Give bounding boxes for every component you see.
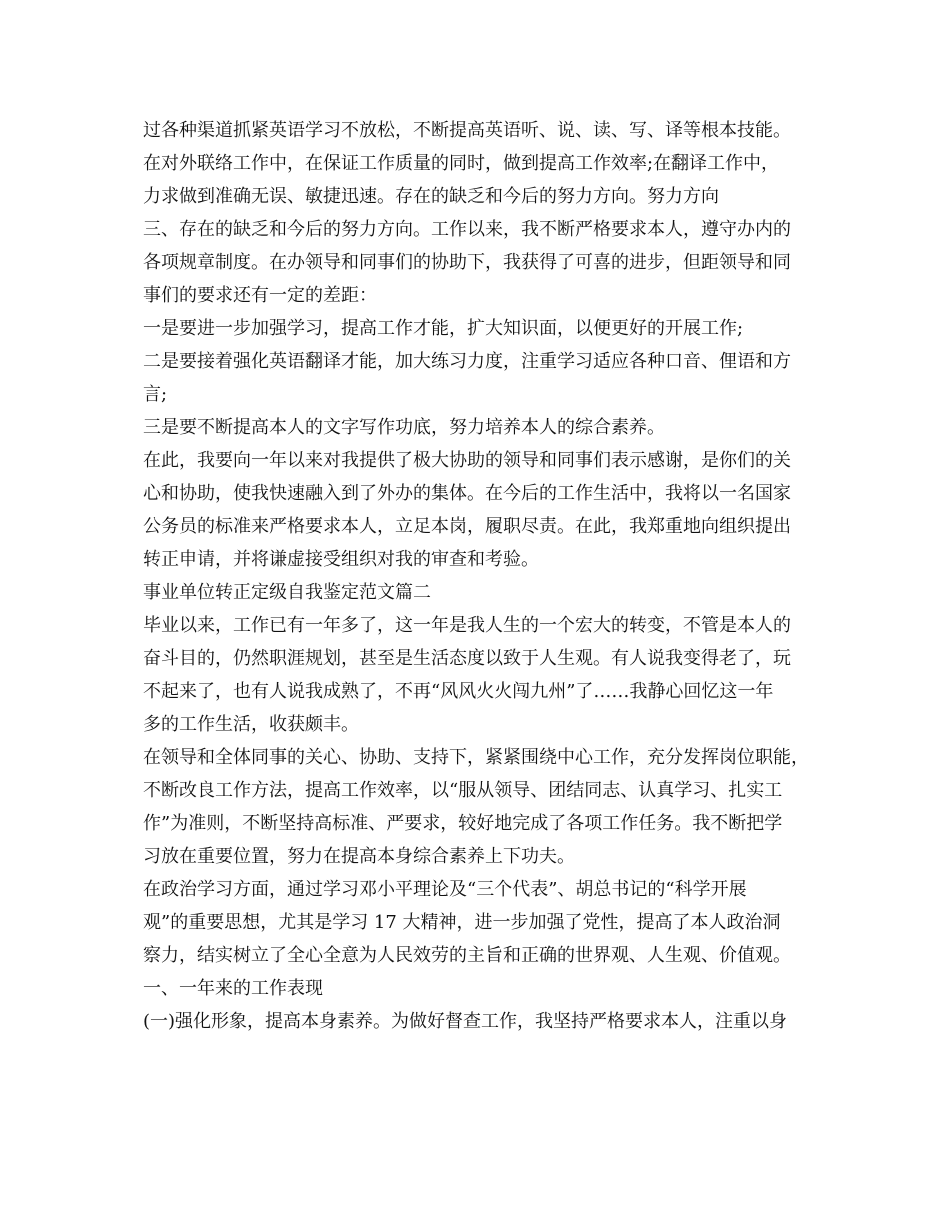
text-line: 二是要接着强化英语翻译才能，加大练习力度，注重学习适应各种口音、俚语和方 — [143, 351, 791, 372]
text-line: 转正申请，并将谦虚接受组织对我的审查和考验。 — [143, 549, 539, 570]
text-line: 在对外联络工作中，在保证工作质量的同时，做到提高工作效率;在翻译工作中， — [143, 153, 780, 174]
text-line: 力求做到准确无误、敏捷迅速。存在的缺乏和今后的努力方向。努力方向 — [143, 186, 719, 207]
text-line: 三、存在的缺乏和今后的努力方向。工作以来，我不断严格要求本人，遵守办内的 — [143, 219, 791, 240]
text-line: 心和协助，使我快速融入到了外办的集体。在今后的工作生活中，我将以一名国家 — [143, 483, 791, 504]
text-line: 一是要进一步加强学习，提高工作才能，扩大知识面，以便更好的开展工作; — [143, 318, 744, 339]
text-line: 在领导和全体同事的关心、协助、支持下，紧紧围绕中心工作，充分发挥岗位职能， — [143, 747, 809, 768]
text-line: 过各种渠道抓紧英语学习不放松，不断提高英语听、说、读、写、译等根本技能。 — [143, 120, 791, 141]
text-line: 奋斗目的，仍然职涯规划，甚至是生活态度以致于人生观。有人说我变得老了，玩 — [143, 648, 791, 669]
text-line: 在政治学习方面，通过学习邓小平理论及“三个代表”、胡总书记的“科学开展 — [143, 879, 747, 900]
text-line: 事们的要求还有一定的差距： — [143, 285, 377, 306]
text-line: 作”为准则，不断坚持高标准、严要求，较好地完成了各项工作任务。我不断把学 — [143, 813, 783, 834]
text-line: 各项规章制度。在办领导和同事们的协助下，我获得了可喜的进步，但距领导和同 — [143, 252, 791, 273]
text-line: (一)强化形象，提高本身素养。为做好督查工作，我坚持严格要求本人，注重以身 — [143, 1011, 788, 1032]
text-line: 不断改良工作方法，提高工作效率，以“服从领导、团结同志、认真学习、扎实工 — [143, 780, 783, 801]
text-line: 三是要不断提高本人的文字写作功底，努力培养本人的综合素养。 — [143, 417, 665, 438]
subsection-heading: 一、一年来的工作表现 — [143, 978, 323, 999]
document-body — [143, 114, 833, 1038]
text-line: 观”的重要思想，尤其是学习 17 大精神，进一步加强了党性，提高了本人政治洞 — [143, 912, 781, 933]
text-line: 习放在重要位置，努力在提高本身综合素养上下功夫。 — [143, 846, 575, 867]
text-line: 在此，我要向一年以来对我提供了极大协助的领导和同事们表示感谢，是你们的关 — [143, 450, 791, 471]
section-heading: 事业单位转正定级自我鉴定范文篇二 — [143, 582, 431, 603]
text-line: 多的工作生活，收获颇丰。 — [143, 714, 359, 735]
text-line: 公务员的标准来严格要求本人，立足本岗，履职尽责。在此，我郑重地向组织提出 — [143, 516, 791, 537]
text-line: 不起来了，也有人说我成熟了，不再“风风火火闯九州”了……我静心回忆这一年 — [143, 681, 774, 702]
text-line: 言; — [143, 384, 168, 405]
text-line: 毕业以来，工作已有一年多了，这一年是我人生的一个宏大的转变，不管是本人的 — [143, 615, 791, 636]
text-line: 察力，结实树立了全心全意为人民效劳的主旨和正确的世界观、人生观、价值观。 — [143, 945, 791, 966]
